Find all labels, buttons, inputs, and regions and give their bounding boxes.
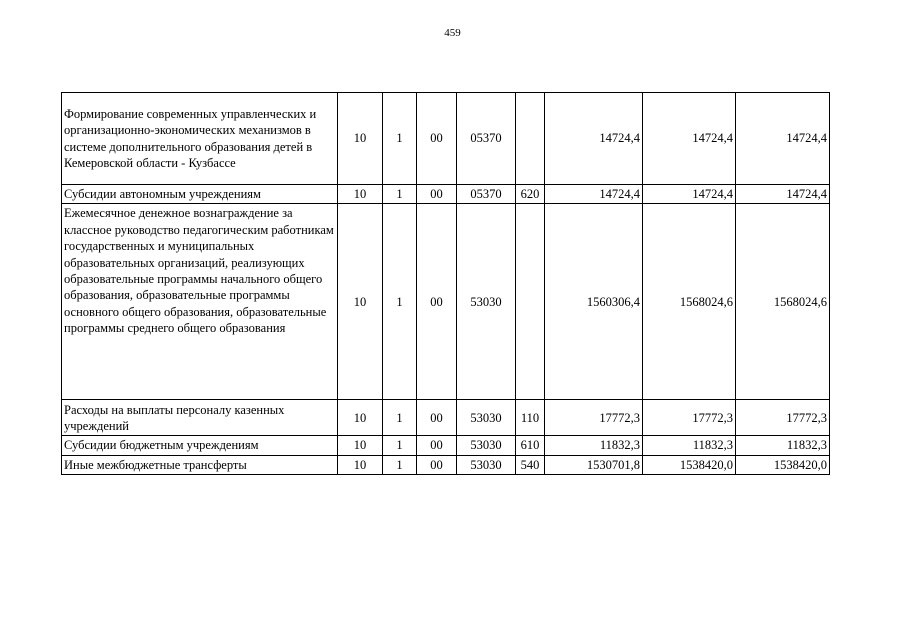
cell-value-3: 17772,3 — [736, 400, 830, 436]
cell-program: 00 — [417, 455, 457, 474]
cell-section: 10 — [338, 204, 383, 400]
cell-target-code: 53030 — [457, 455, 516, 474]
cell-target-code: 05370 — [457, 93, 516, 185]
cell-program: 00 — [417, 93, 457, 185]
cell-value-1: 1530701,8 — [545, 455, 643, 474]
table-row — [62, 436, 830, 455]
table-row — [62, 400, 830, 436]
cell-value-1: 14724,4 — [545, 93, 643, 185]
cell-subsection: 1 — [383, 185, 417, 204]
cell-expense-type: 620 — [516, 185, 545, 204]
row-name: Субсидии бюджетным учреждениям — [62, 436, 338, 455]
row-name: Ежемесячное денежное вознаграждение за классное руководство педагогическим работникам государственных и муниципальных образовательных организаций, реализующих образовательные программы начального общего образования, образовательные программы основного общего образования, образовательные программы среднего общего образования — [62, 204, 338, 400]
row-name: Формирование современных управленческих и организационно-экономических механизмов в системе дополнительного образования детей в Кемеровской области - Кузбассе — [62, 93, 338, 185]
cell-expense-type — [516, 93, 545, 185]
cell-value-3: 14724,4 — [736, 93, 830, 185]
cell-target-code: 53030 — [457, 204, 516, 400]
cell-value-3: 14724,4 — [736, 185, 830, 204]
cell-target-code: 05370 — [457, 185, 516, 204]
cell-subsection: 1 — [383, 455, 417, 474]
cell-program: 00 — [417, 185, 457, 204]
cell-value-3: 11832,3 — [736, 436, 830, 455]
cell-value-2: 1538420,0 — [643, 455, 736, 474]
cell-section: 10 — [338, 93, 383, 185]
row-name: Субсидии автономным учреждениям — [62, 185, 338, 204]
cell-value-2: 17772,3 — [643, 400, 736, 436]
cell-value-2: 14724,4 — [643, 93, 736, 185]
cell-expense-type — [516, 204, 545, 400]
cell-value-1: 17772,3 — [545, 400, 643, 436]
cell-value-2: 11832,3 — [643, 436, 736, 455]
cell-subsection: 1 — [383, 400, 417, 436]
budget-table — [61, 92, 830, 475]
cell-section: 10 — [338, 400, 383, 436]
table-row — [62, 204, 830, 400]
cell-program: 00 — [417, 436, 457, 455]
cell-subsection: 1 — [383, 93, 417, 185]
cell-expense-type: 110 — [516, 400, 545, 436]
cell-subsection: 1 — [383, 436, 417, 455]
cell-program: 00 — [417, 204, 457, 400]
cell-value-1: 14724,4 — [545, 185, 643, 204]
table-row — [62, 93, 830, 185]
cell-program: 00 — [417, 400, 457, 436]
cell-value-1: 1560306,4 — [545, 204, 643, 400]
page-number: 459 — [444, 27, 461, 39]
cell-value-2: 1568024,6 — [643, 204, 736, 400]
cell-target-code: 53030 — [457, 436, 516, 455]
cell-value-2: 14724,4 — [643, 185, 736, 204]
row-name: Иные межбюджетные трансферты — [62, 455, 338, 474]
table-row — [62, 185, 830, 204]
cell-value-3: 1538420,0 — [736, 455, 830, 474]
cell-target-code: 53030 — [457, 400, 516, 436]
cell-section: 10 — [338, 185, 383, 204]
table-row — [62, 455, 830, 474]
cell-expense-type: 540 — [516, 455, 545, 474]
cell-value-1: 11832,3 — [545, 436, 643, 455]
row-name: Расходы на выплаты персоналу казенных учреждений — [62, 400, 338, 436]
cell-subsection: 1 — [383, 204, 417, 400]
cell-section: 10 — [338, 436, 383, 455]
cell-expense-type: 610 — [516, 436, 545, 455]
cell-section: 10 — [338, 455, 383, 474]
cell-value-3: 1568024,6 — [736, 204, 830, 400]
